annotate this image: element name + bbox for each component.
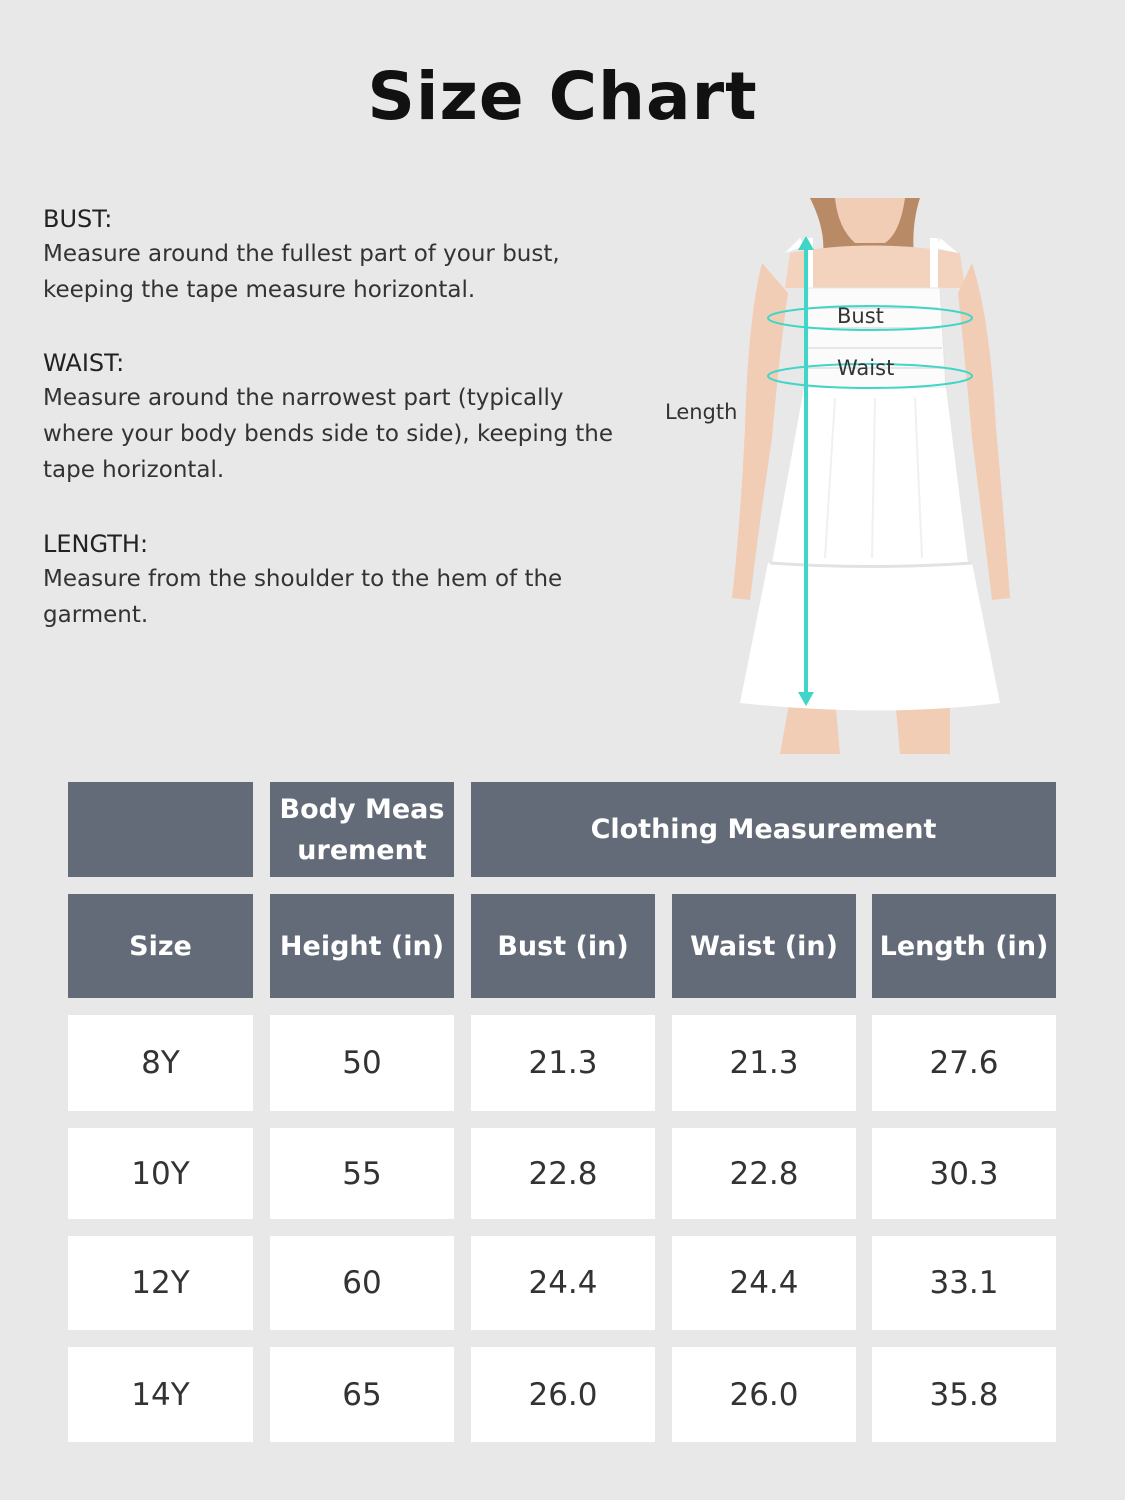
table-cell: 55: [270, 1128, 454, 1219]
table-cell: 22.8: [672, 1128, 856, 1219]
bust-label: Bust: [837, 304, 884, 328]
table-cell: 21.3: [471, 1015, 655, 1111]
table-cell: 21.3: [672, 1015, 856, 1111]
waist-guide: [43, 346, 623, 488]
table-cell: 27.6: [872, 1015, 1056, 1111]
column-header-height: Height (in): [270, 894, 454, 998]
table-cell: 26.0: [471, 1347, 655, 1442]
bust-heading: BUST:: [43, 205, 113, 233]
bust-description: Measure around the fullest part of your bust, keeping the tape measure horizontal.: [43, 241, 560, 303]
length-heading: LENGTH:: [43, 530, 149, 558]
table-cell: 22.8: [471, 1128, 655, 1219]
length-label: Length: [665, 400, 738, 424]
dress-illustration: [660, 198, 1030, 754]
table-cell: 10Y: [68, 1128, 253, 1219]
column-header-waist: Waist (in): [672, 894, 856, 998]
table-cell: 14Y: [68, 1347, 253, 1442]
clothing-measurement-header: Clothing Measurement: [471, 782, 1056, 877]
column-header-size: Size: [68, 894, 253, 998]
table-cell: 24.4: [672, 1236, 856, 1330]
table-corner-cell: [68, 782, 253, 877]
table-cell: 35.8: [872, 1347, 1056, 1442]
table-cell: 24.4: [471, 1236, 655, 1330]
length-description: Measure from the shoulder to the hem of the garment.: [43, 566, 563, 628]
table-cell: 60: [270, 1236, 454, 1330]
bust-guide: [43, 202, 623, 308]
table-cell: 50: [270, 1015, 454, 1111]
table-cell: 8Y: [68, 1015, 253, 1111]
column-header-bust: Bust (in): [471, 894, 655, 998]
column-header-length: Length (in): [872, 894, 1056, 998]
page-title: Size Chart: [367, 58, 758, 135]
skirt-upper-tier: [772, 388, 968, 563]
waist-description: Measure around the narrowest part (typically where your body bends side to side), keeping the tape horizontal.: [43, 385, 613, 483]
table-cell: 26.0: [672, 1347, 856, 1442]
table-cell: 65: [270, 1347, 454, 1442]
table-cell: 30.3: [872, 1128, 1056, 1219]
waist-label: Waist: [837, 356, 895, 380]
skirt-lower-tier: [740, 563, 1000, 711]
body-measurement-header: Body Measurement: [270, 782, 454, 877]
waist-heading: WAIST:: [43, 349, 125, 377]
table-cell: 12Y: [68, 1236, 253, 1330]
length-guide: [43, 527, 623, 633]
table-cell: 33.1: [872, 1236, 1056, 1330]
dress-measurement-figure: [660, 198, 1030, 754]
